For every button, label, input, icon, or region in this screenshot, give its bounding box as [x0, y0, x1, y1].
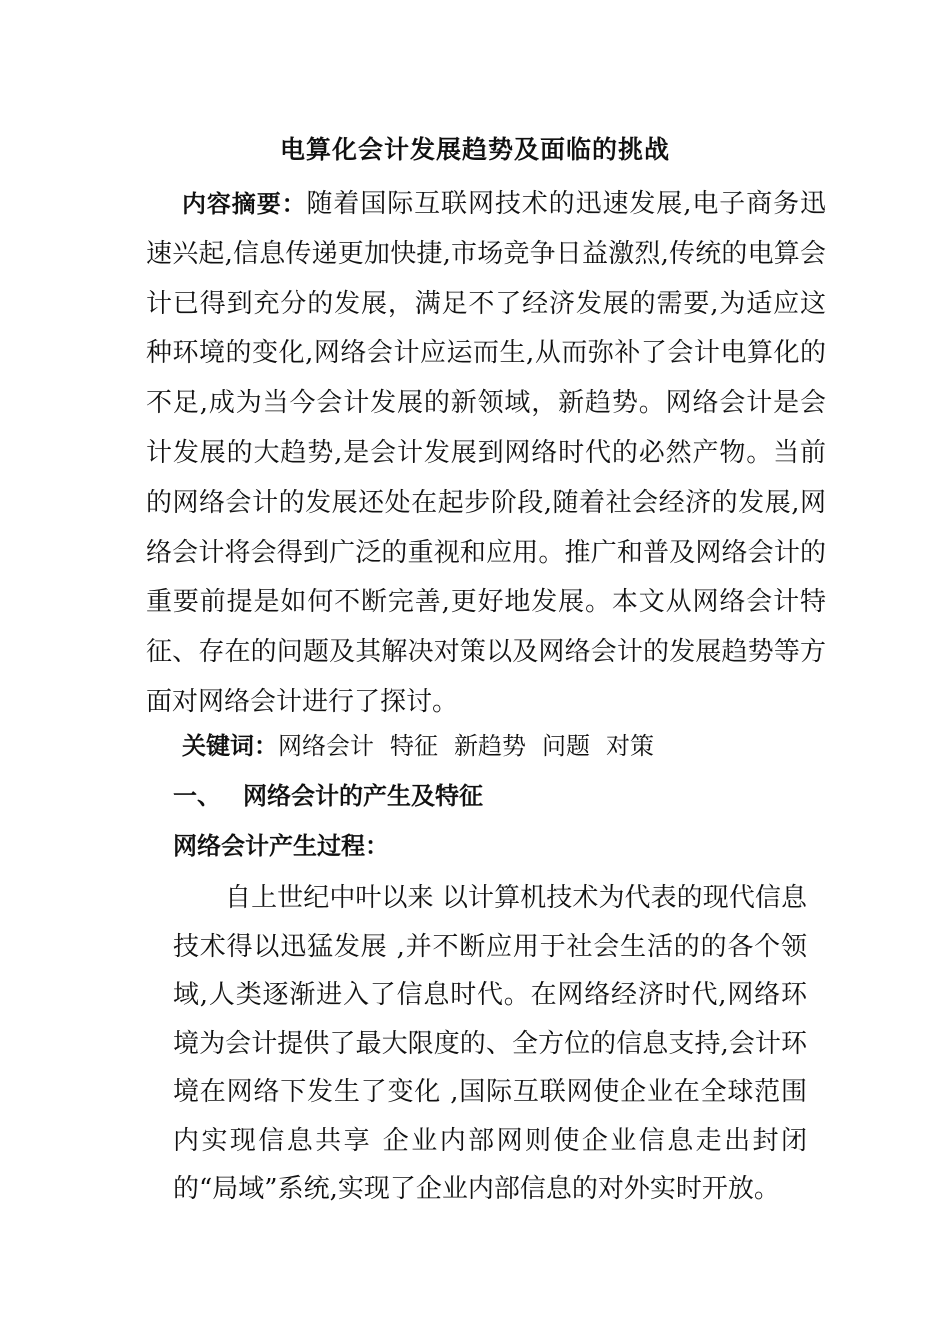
keyword-item: 问题 [542, 732, 590, 760]
section-title: 网络会计的产生及特征 [243, 782, 483, 810]
keyword-item: 对策 [606, 732, 654, 760]
keyword-item: 新趋势 [454, 732, 526, 760]
section-heading [173, 776, 483, 816]
keywords-line [182, 726, 670, 766]
keywords-label: 关键词： [182, 732, 278, 760]
section-number: 一、 [173, 782, 221, 810]
subsection-heading: 网络会计产生过程： [173, 832, 389, 860]
abstract-paragraph [146, 180, 826, 728]
body-paragraph: 自上世纪中叶以来 以计算机技术为代表的现代信息技术得以迅猛发展 ,并不断应用于社会生活的的各个领域,人类逐渐进入了信息时代。在网络经济时代,网络环境为会计提供了最大限度的、全方位的信息支持,会计环境在网络下发生了变化 ,国际互联网使企业在全球范围内实现信息共享 企业内部网则使企业信息走出封闭的“局域”系统,实现了企业内部信息的对外实时开放。 [173, 883, 807, 1204]
keyword-item: 特征 [390, 732, 438, 760]
keyword-item: 网络会计 [278, 732, 374, 760]
abstract-label: 内容摘要： [182, 190, 307, 218]
document-title: 电算化会计发展趋势及面临的挑战 [279, 135, 670, 164]
abstract-text: 随着国际互联网技术的迅速发展,电子商务迅速兴起,信息传递更加快捷,市场竞争日益激烈,传统的电算会计已得到充分的发展，满足不了经济发展的需要,为适应这种环境的变化,网络会计应运而生,从而弥补了会计电算化的不足,成为当今会计发展的新领域，新趋势。网络会计是会计发展的大趋势,是会计发展到网络时代的必然产物。当前的网络会计的发展还处在起步阶段,随着社会经济的发展,网络会计将会得到广泛的重视和应用。推广和普及网络会计的重要前提是如何不断完善,更好地发展。本文从网络会计特征、存在的问题及其解决对策以及网络会计的发展趋势等方面对网络会计进行了探讨。 [146, 189, 827, 717]
